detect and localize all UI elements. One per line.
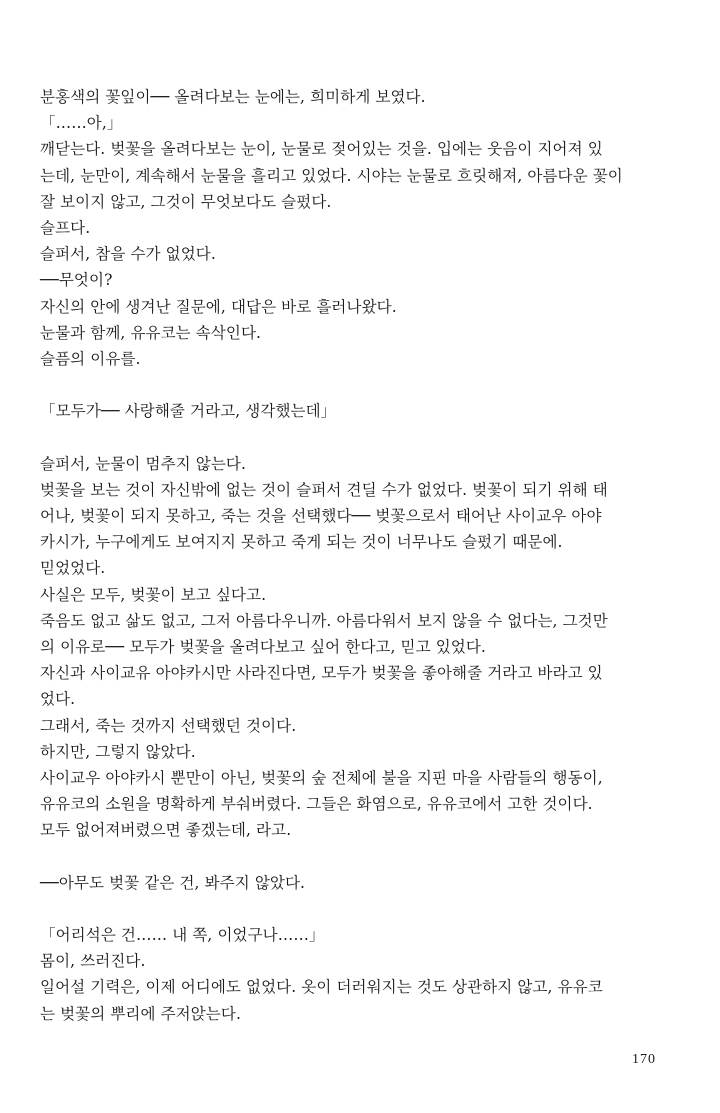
blank-line xyxy=(40,424,690,450)
blank-line xyxy=(40,896,690,922)
text-line: 었다. xyxy=(40,690,76,709)
text-line: 깨닫는다. 벚꽃을 올려다보는 눈이, 눈물로 젖어있는 것을. 입에는 웃음이 지어져 있 xyxy=(40,140,603,159)
text-line: 「모두가── 사랑해줄 거라고, 생각했는데」 xyxy=(40,402,337,421)
text-line: 믿었었다. xyxy=(40,559,106,578)
text-line: 하지만, 그렇지 않았다. xyxy=(40,742,196,761)
text-line: 사실은 모두, 벚꽃이 보고 싶다고. xyxy=(40,585,267,604)
text-line: 모두 없어져버렸으면 좋겠는데, 라고. xyxy=(40,821,292,840)
text-line: ──아무도 벚꽃 같은 건, 봐주지 않았다. xyxy=(40,873,306,892)
text-line: 자신의 안에 생겨난 질문에, 대답은 바로 흘러나왔다. xyxy=(40,297,397,316)
text-line: 의 이유로── 모두가 벚꽃을 올려다보고 싶어 한다고, 믿고 있었다. xyxy=(40,637,486,656)
text-line: 는데, 눈만이, 계속해서 눈물을 흘리고 있었다. 시야는 눈물로 흐릿해져, 아름다운 꽃이 xyxy=(40,166,623,185)
text-line: 는 벚꽃의 뿌리에 주저앉는다. xyxy=(40,1004,241,1023)
text-line: 「……아,」 xyxy=(40,114,123,133)
page-number: 170 xyxy=(632,1052,656,1067)
text-line: 어나, 벚꽃이 되지 못하고, 죽는 것을 선택했다── 벚꽃으로서 태어난 사이교우 아야 xyxy=(40,507,602,525)
blank-line xyxy=(40,843,690,869)
blank-line xyxy=(40,372,690,398)
text-line: ──무엇이? xyxy=(40,271,113,290)
text-line: 잘 보이지 않고, 그것이 무엇보다도 슬펐다. xyxy=(40,192,332,211)
text-line: 유유코의 소원을 명확하게 부숴버렸다. 그들은 화염으로, 유유코에서 고한 것이다. xyxy=(40,795,593,814)
text-line: 그래서, 죽는 것까지 선택했던 것이다. xyxy=(40,716,297,735)
page-body xyxy=(40,84,690,1027)
text-line: 슬프다. xyxy=(40,218,91,237)
text-line: 「어리석은 건…… 내 쪽, 이었구나……」 xyxy=(40,926,325,944)
text-line: 눈물과 함께, 유유코는 속삭인다. xyxy=(40,323,262,342)
text-line: 자신과 사이교유 아야카시만 사라진다면, 모두가 벚꽃을 좋아해줄 거라고 바라고 있 xyxy=(40,664,603,683)
text-line: 사이교우 아야카시 뿐만이 아닌, 벚꽃의 숲 전체에 불을 지핀 마을 사람들의 행동이, xyxy=(40,768,603,787)
text-line: 일어설 기력은, 이제 어디에도 없었다. 옷이 더러워지는 것도 상관하지 않고, 유유코 xyxy=(40,978,603,997)
text-line: 슬퍼서, 눈물이 멈추지 않는다. xyxy=(40,454,247,473)
text-line: 몸이, 쓰러진다. xyxy=(40,952,146,971)
text-line: 분홍색의 꽃잎이── 올려다보는 눈에는, 희미하게 보였다. xyxy=(40,88,426,106)
text-line: 벚꽃을 보는 것이 자신밖에 없는 것이 슬퍼서 견딜 수가 없었다. 벚꽃이 되기 위해 태 xyxy=(40,480,608,499)
text-line: 슬픔의 이유를. xyxy=(40,349,141,368)
text-line: 죽음도 없고 삶도 없고, 그저 아름다우니까. 아름다워서 보지 않을 수 없다는, 그것만 xyxy=(40,611,608,630)
text-line: 슬퍼서, 참을 수가 없었다. xyxy=(40,245,216,264)
text-line: 카시가, 누구에게도 보여지지 못하고 죽게 되는 것이 너무나도 슬펐기 때문에. xyxy=(40,533,563,552)
